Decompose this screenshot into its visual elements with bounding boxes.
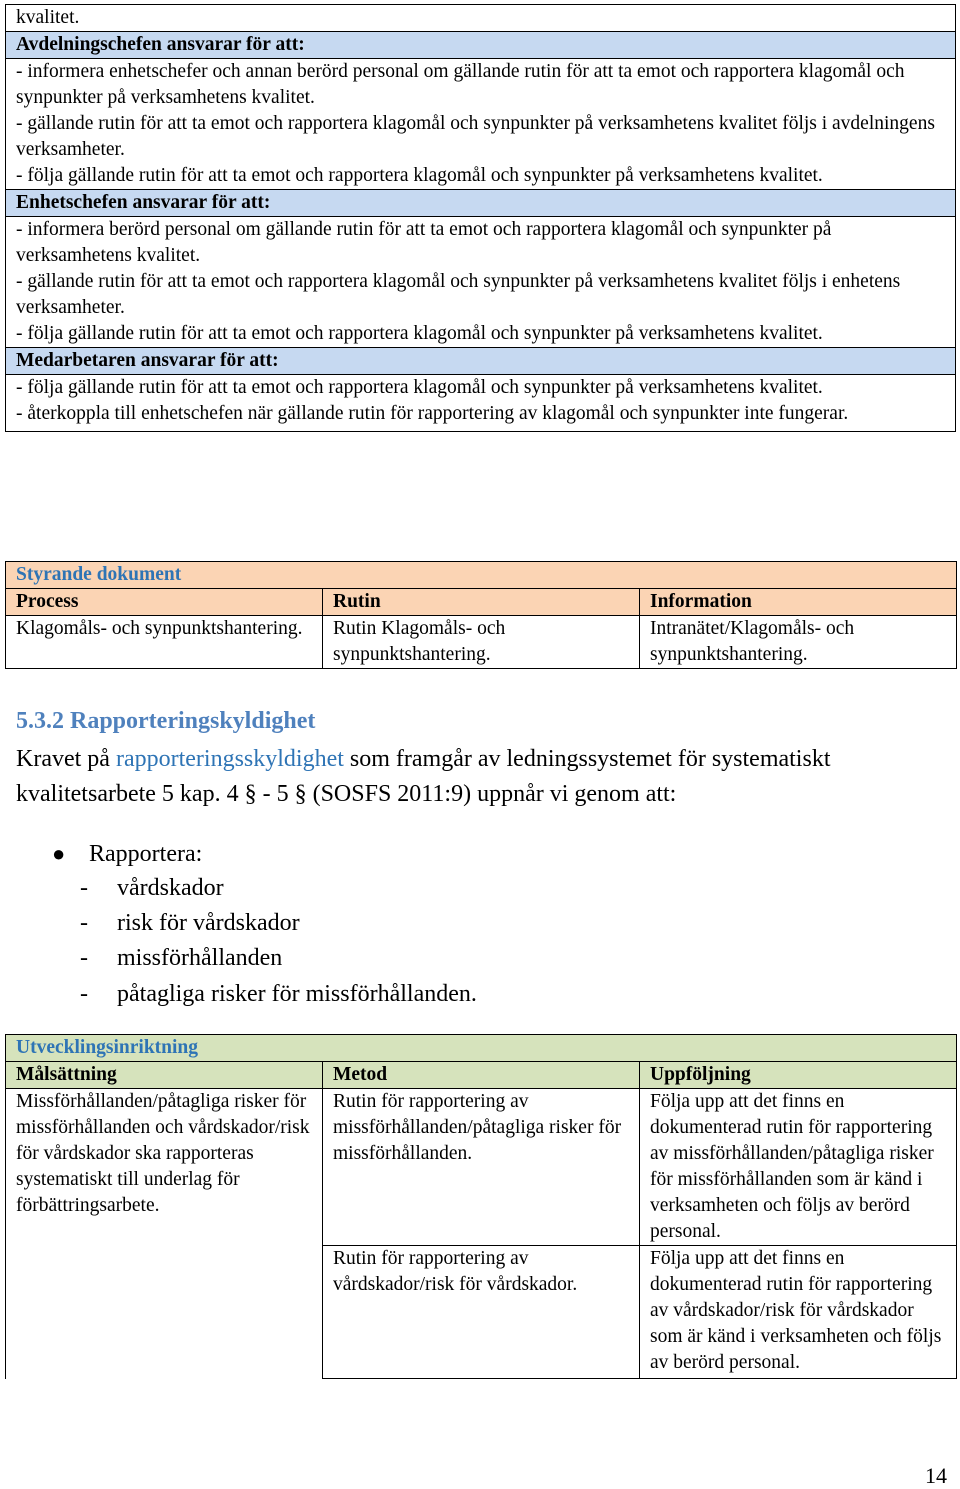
sub-item-text: vårdskador xyxy=(117,875,224,901)
cell-metod: Rutin för rapportering av vårdskador/risk för vårdskador. xyxy=(323,1246,640,1379)
responsibility-cell-continuation: kvalitet. xyxy=(6,5,956,32)
responsibility-table xyxy=(5,4,956,432)
intro-text: Kravet på xyxy=(16,746,116,772)
duty-line: - gällande rutin för att ta emot och rapportera klagomål och synpunkter på verksamhetens kvalitet följs i enhetens verksamheter. xyxy=(16,271,901,318)
duty-line: - återkoppla till enhetschefen när gällande rutin för rapportering av klagomål och synpunkter inte fungerar. xyxy=(16,403,849,424)
duty-line: - följa gällande rutin för att ta emot och rapportera klagomål och synpunkter på verksamhetens kvalitet. xyxy=(16,165,823,186)
intro-text: som framgår av ledningssystemet för systematiskt kvalitetsarbete 5 kap. 4 § - 5 § (SOSFS 2011:9) uppnår vi genom att: xyxy=(16,746,831,807)
dash-marker: - xyxy=(80,875,88,901)
table-row xyxy=(6,1089,957,1246)
table-row xyxy=(6,616,957,669)
enhetschef-duties xyxy=(6,217,956,348)
col-header-information: Information xyxy=(640,589,957,616)
governing-documents-table xyxy=(5,561,957,669)
col-header-rutin: Rutin xyxy=(323,589,640,616)
duty-line: - följa gällande rutin för att ta emot och rapportera klagomål och synpunkter på verksamhetens kvalitet. xyxy=(16,377,823,398)
duty-line: - följa gällande rutin för att ta emot och rapportera klagomål och synpunkter på verksamhetens kvalitet. xyxy=(16,323,823,344)
sub-item-text: risk för vårdskador xyxy=(117,910,300,936)
medarbetare-header: Medarbetaren ansvarar för att: xyxy=(6,348,956,375)
duty-line: - gällande rutin för att ta emot och rapportera klagomål och synpunkter på verksamhetens kvalitet följs i avdelningens verksamheter. xyxy=(16,113,935,160)
dash-marker: - xyxy=(80,910,88,936)
development-table xyxy=(5,1034,957,1379)
bullet-icon: ● xyxy=(52,841,66,866)
medarbetare-duties xyxy=(6,375,956,432)
col-header-metod: Metod xyxy=(323,1062,640,1089)
bullet-label: Rapportera: xyxy=(89,841,203,867)
enhetschef-header: Enhetschefen ansvarar för att: xyxy=(6,190,956,217)
sub-item xyxy=(80,906,300,941)
avdelningschef-header: Avdelningschefen ansvarar för att: xyxy=(6,32,956,59)
cell-uppfoljning: Följa upp att det finns en dokumenterad rutin för rapportering av missförhållanden/påtagliga risker för missförhållanden som är känd i verksamheten och följs av berörd personal. xyxy=(640,1089,957,1246)
cell-metod: Rutin för rapportering av missförhållanden/påtagliga risker för missförhållanden. xyxy=(323,1089,640,1246)
duty-line: - informera berörd personal om gällande rutin för att ta emot och rapportera klagomål och synpunkter på verksamhetens kvalitet. xyxy=(16,219,832,266)
sub-item-text: påtagliga risker för missförhållanden. xyxy=(117,981,477,1007)
dash-marker: - xyxy=(80,981,88,1007)
page-number: 14 xyxy=(925,1463,947,1488)
sub-item xyxy=(80,977,477,1012)
sub-item xyxy=(80,871,224,906)
avdelningschef-duties xyxy=(6,59,956,190)
development-title: Utvecklingsinriktning xyxy=(6,1035,957,1062)
dash-marker: - xyxy=(80,945,88,971)
section-intro xyxy=(16,742,946,812)
cell-rutin: Rutin Klagomåls- och synpunktshantering. xyxy=(323,616,640,669)
duty-line: - informera enhetschefer och annan berörd personal om gällande rutin för att ta emot och rapportera klagomål och synpunkter på verksamhetens kvalitet. xyxy=(16,61,905,108)
cell-goal: Missförhållanden/påtagliga risker för missförhållanden och vårdskador/risk för vårdskador ska rapporteras systematiskt till underlag för förbättringsarbete. xyxy=(6,1089,323,1379)
section-heading: 5.3.2 Rapporteringskyldighet xyxy=(16,708,316,734)
sub-item xyxy=(80,941,282,976)
governing-documents-title: Styrande dokument xyxy=(6,562,957,589)
bullet-item xyxy=(52,836,202,872)
col-header-malsattning: Målsättning xyxy=(6,1062,323,1089)
cell-uppfoljning: Följa upp att det finns en dokumenterad rutin för rapportering av vårdskador/risk för vårdskador som är känd i verksamheten och följs av berörd personal. xyxy=(640,1246,957,1379)
sub-item-text: missförhållanden xyxy=(117,945,283,971)
cell-process: Klagomåls- och synpunktshantering. xyxy=(6,616,323,669)
col-header-process: Process xyxy=(6,589,323,616)
col-header-uppfoljning: Uppföljning xyxy=(640,1062,957,1089)
intro-link-text: rapporteringsskyldighet xyxy=(115,746,344,772)
cell-information: Intranätet/Klagomåls- och synpunktshantering. xyxy=(640,616,957,669)
